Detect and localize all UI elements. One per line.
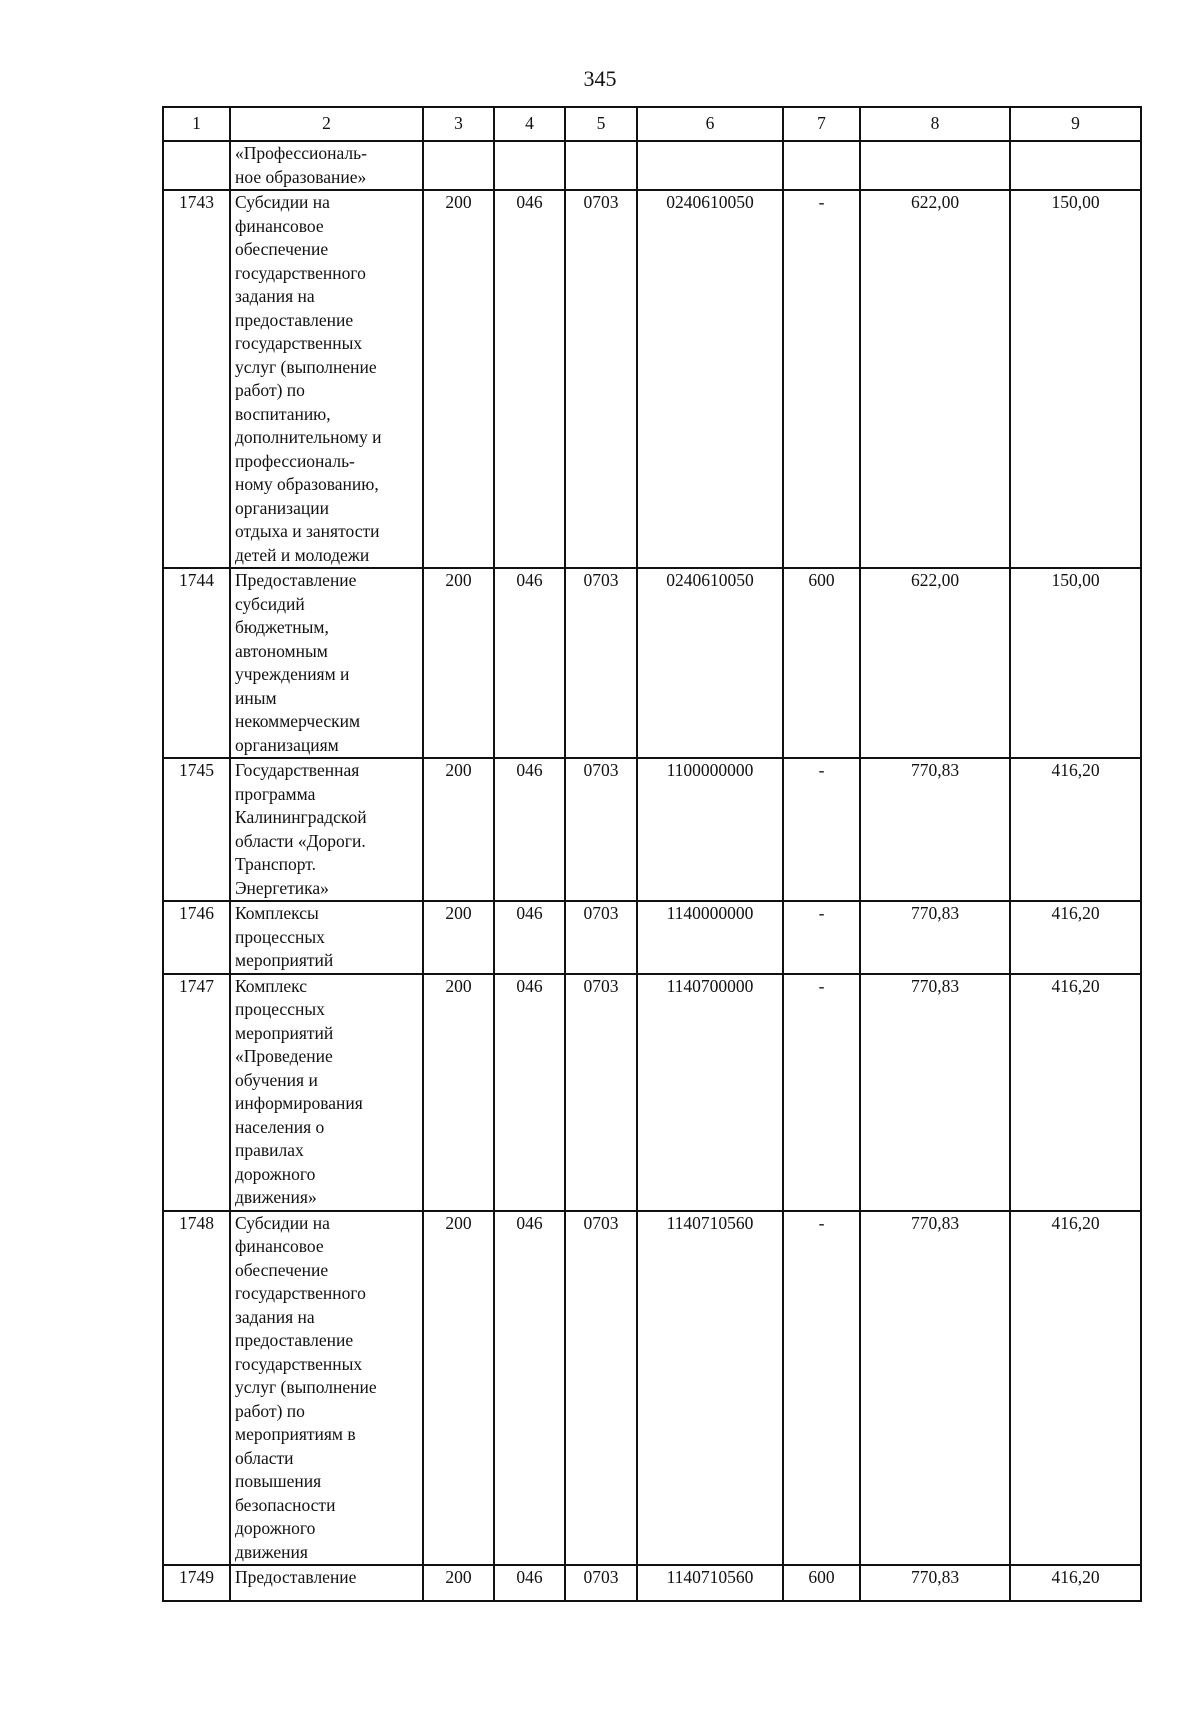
row-name-line: финансовое [235, 1236, 324, 1256]
row-name-line: Предоставление [235, 1567, 357, 1587]
row-col7-cell: 600 [783, 1565, 860, 1601]
row-name-line: Государственная [235, 760, 360, 780]
row-name-line: ному образованию, [235, 474, 379, 494]
row-name-line: воспитанию, [235, 403, 331, 424]
row-name-line: автономным [235, 640, 328, 661]
row-col4-cell [494, 141, 565, 190]
row-name-line: финансовое [235, 215, 324, 236]
budget-table [162, 106, 1142, 1602]
page-number: 345 [583, 66, 617, 91]
row-number-cell: 1746 [163, 901, 230, 974]
row-name-line: Субсидии на [235, 1212, 330, 1233]
row-col6-cell: 0240610050 [637, 190, 783, 568]
row-name-line: обучения и [235, 1069, 318, 1090]
row-name-line: Энергетика» [235, 877, 329, 898]
row-name-cell [230, 758, 423, 901]
row-name-line: процессных [235, 926, 325, 947]
row-name-line: мероприятий [235, 950, 334, 970]
row-name-cell [230, 1211, 423, 1566]
column-header-1: 1 [163, 107, 230, 141]
row-name-line: некоммерческим [235, 711, 361, 731]
table-row [163, 568, 1141, 758]
row-col6-cell: 1100000000 [637, 758, 783, 901]
row-name-line: Транспорт. [235, 854, 317, 874]
row-name-cell [230, 190, 423, 568]
row-col6-cell: 1140710560 [637, 1211, 783, 1566]
row-col8-cell: 770,83 [860, 974, 1010, 1211]
row-name-line: государственного [235, 1283, 366, 1303]
row-name-line: иным [235, 687, 277, 708]
row-col4-cell: 046 [494, 1211, 565, 1566]
column-header-3: 3 [423, 107, 494, 141]
row-number-cell: 1748 [163, 1211, 230, 1566]
row-number-cell: 1743 [163, 190, 230, 568]
row-name-cell [230, 901, 423, 974]
row-number-cell: 1744 [163, 568, 230, 758]
row-name-line: обеспечение [235, 1259, 329, 1280]
row-number-cell: 1749 [163, 1565, 230, 1601]
row-name-line: информирования [235, 1093, 363, 1113]
row-col5-cell: 0703 [565, 974, 637, 1211]
row-name-line: обеспечение [235, 239, 329, 259]
row-col9-cell: 150,00 [1010, 568, 1141, 758]
row-col9-cell [1010, 141, 1141, 190]
row-name-line: программа [235, 783, 316, 804]
row-col5-cell: 0703 [565, 901, 637, 974]
row-name-line: Комплекс [235, 975, 307, 996]
row-col3-cell: 200 [423, 901, 494, 974]
table-row [163, 974, 1141, 1211]
row-name-line: «Профессиональ- [235, 143, 367, 163]
row-name-line: бюджетным, [235, 617, 329, 637]
row-name-line: ное образование» [235, 166, 367, 187]
row-col5-cell [565, 141, 637, 190]
row-name-line: субсидий [235, 593, 305, 614]
table-row [163, 901, 1141, 974]
row-col3-cell: 200 [423, 1211, 494, 1566]
row-name-line: мероприятиям в [235, 1424, 356, 1444]
row-name-cell [230, 1565, 423, 1601]
row-name-line: Калининградской [235, 807, 367, 827]
row-name-line: государственных [235, 333, 363, 353]
row-number-cell: 1745 [163, 758, 230, 901]
row-col9-cell: 416,20 [1010, 974, 1141, 1211]
row-number-cell: 1747 [163, 974, 230, 1211]
column-header-2: 2 [230, 107, 423, 141]
row-name-line: «Проведение [235, 1046, 333, 1066]
row-col8-cell: 770,83 [860, 758, 1010, 901]
row-name-line: предоставление [235, 309, 354, 330]
row-col6-cell: 1140710560 [637, 1565, 783, 1601]
row-col6-cell [637, 141, 783, 190]
row-name-line: безопасности [235, 1494, 336, 1515]
column-header-8: 8 [860, 107, 1010, 141]
row-name-line: профессиональ- [235, 450, 355, 471]
row-name-line: отдыха и занятости [235, 521, 380, 541]
row-name-line: услуг (выполнение [235, 356, 377, 377]
row-col3-cell [423, 141, 494, 190]
row-col9-cell: 416,20 [1010, 1565, 1141, 1601]
row-name-line: услуг (выполнение [235, 1377, 377, 1397]
row-col3-cell: 200 [423, 758, 494, 901]
row-name-line: работ) по [235, 1400, 305, 1421]
row-col9-cell: 150,00 [1010, 190, 1141, 568]
table-row [163, 141, 1141, 190]
row-col4-cell: 046 [494, 974, 565, 1211]
row-name-line: движения [235, 1541, 308, 1562]
row-col5-cell: 0703 [565, 1565, 637, 1601]
row-name-line: государственного [235, 262, 366, 283]
row-col7-cell: - [783, 1211, 860, 1566]
table-body [163, 107, 1141, 1601]
row-col4-cell: 046 [494, 1565, 565, 1601]
row-col9-cell: 416,20 [1010, 901, 1141, 974]
row-col8-cell: 770,83 [860, 1211, 1010, 1566]
row-col9-cell: 416,20 [1010, 1211, 1141, 1566]
row-name-line: Комплексы [235, 903, 319, 923]
row-col3-cell: 200 [423, 1565, 494, 1601]
row-name-line: учреждениям и [235, 664, 350, 684]
table-row [163, 190, 1141, 568]
row-col6-cell: 0240610050 [637, 568, 783, 758]
row-number-cell [163, 141, 230, 190]
row-col4-cell: 046 [494, 190, 565, 568]
row-name-line: Субсидии на [235, 192, 330, 212]
row-name-line: организациям [235, 734, 339, 755]
row-name-line: дорожного [235, 1163, 316, 1184]
column-header-6: 6 [637, 107, 783, 141]
row-name-line: правилах [235, 1140, 304, 1160]
row-col5-cell: 0703 [565, 1211, 637, 1566]
row-col7-cell: - [783, 974, 860, 1211]
row-col8-cell: 770,83 [860, 1565, 1010, 1601]
row-name-line: Предоставление [235, 570, 357, 590]
row-name-line: населения о [235, 1116, 325, 1137]
row-col8-cell: 622,00 [860, 190, 1010, 568]
column-header-5: 5 [565, 107, 637, 141]
row-name-line: области «Дороги. [235, 830, 366, 851]
row-name-line: детей и молодежи [235, 544, 370, 565]
row-name-line: государственных [235, 1353, 363, 1374]
row-name-line: задания на [235, 286, 315, 306]
row-name-cell [230, 974, 423, 1211]
row-col7-cell: 600 [783, 568, 860, 758]
row-name-line: мероприятий [235, 1022, 334, 1043]
row-name-line: движения» [235, 1187, 317, 1207]
row-col4-cell: 046 [494, 568, 565, 758]
row-col7-cell: - [783, 190, 860, 568]
row-col6-cell: 1140700000 [637, 974, 783, 1211]
row-col4-cell: 046 [494, 901, 565, 974]
table-row [163, 758, 1141, 901]
row-col7-cell [783, 141, 860, 190]
row-col5-cell: 0703 [565, 568, 637, 758]
row-name-line: дополнительному и [235, 427, 382, 447]
row-name-line: процессных [235, 999, 325, 1019]
table-row [163, 1211, 1141, 1566]
row-col8-cell: 770,83 [860, 901, 1010, 974]
row-col8-cell: 622,00 [860, 568, 1010, 758]
column-header-row [163, 107, 1141, 141]
row-name-cell [230, 568, 423, 758]
row-name-cell [230, 141, 423, 190]
row-name-line: задания на [235, 1306, 315, 1327]
column-header-7: 7 [783, 107, 860, 141]
row-col6-cell: 1140000000 [637, 901, 783, 974]
row-name-line: повышения [235, 1471, 322, 1491]
row-col3-cell: 200 [423, 974, 494, 1211]
row-col8-cell [860, 141, 1010, 190]
row-col5-cell: 0703 [565, 758, 637, 901]
row-name-line: предоставление [235, 1330, 354, 1350]
row-col5-cell: 0703 [565, 190, 637, 568]
row-col3-cell: 200 [423, 190, 494, 568]
row-name-line: дорожного [235, 1518, 316, 1538]
row-col3-cell: 200 [423, 568, 494, 758]
row-name-line: работ) по [235, 380, 305, 400]
row-col7-cell: - [783, 901, 860, 974]
column-header-4: 4 [494, 107, 565, 141]
row-name-line: области [235, 1447, 294, 1468]
row-col7-cell: - [783, 758, 860, 901]
row-col4-cell: 046 [494, 758, 565, 901]
row-name-line: организации [235, 497, 329, 518]
row-col9-cell: 416,20 [1010, 758, 1141, 901]
table-row [163, 1565, 1141, 1601]
column-header-9: 9 [1010, 107, 1141, 141]
